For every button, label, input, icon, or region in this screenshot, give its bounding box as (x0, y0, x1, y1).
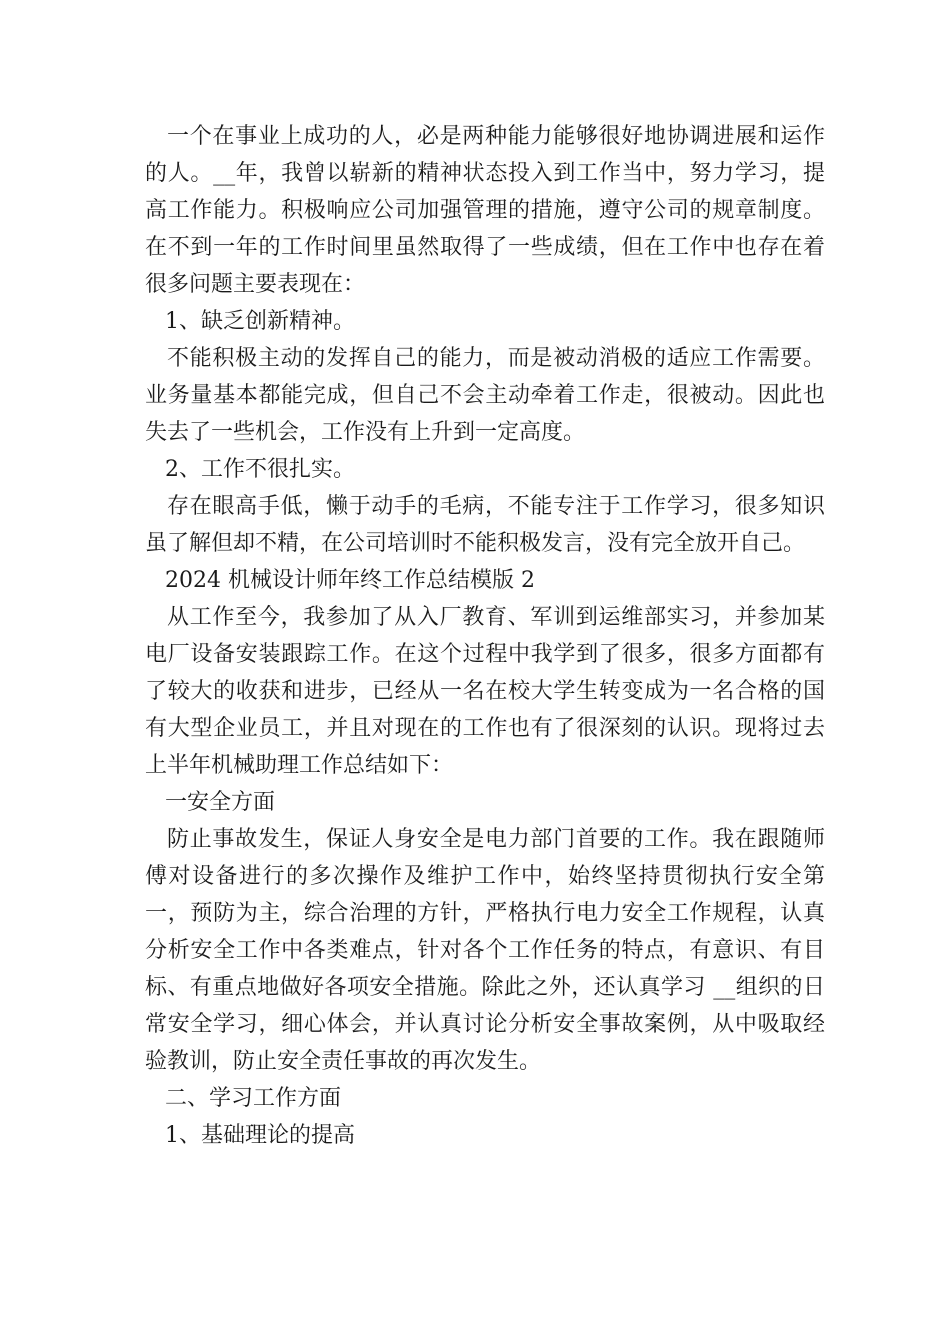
paragraph-safety: 防止事故发生，保证人身安全是电力部门首要的工作。我在跟随师傅对设备进行的多次操作及维护工作中，始终坚持贯彻执行安全第一，预防为主，综合治理的方针，严格执行电力安全工作规程，认真分析安全工作中各类难点，针对各个工作任务的特点，有意识、有目标、有重点地做好各项安全措施。除此之外，还认真学习 __组织的日常安全学习，细心体会，并认真讨论分析安全事故案例，从中吸取经验教训，防止安全责任事故的再次发生。 (145, 827, 825, 1074)
heading-basic-theory: 1、基础理论的提高 (165, 1123, 355, 1148)
heading-safety: 一安全方面 (165, 790, 276, 815)
heading-lack-innovation: 1、缺乏创新精神。 (165, 309, 355, 334)
paragraph-intro: 一个在事业上成功的人，必是两种能力能够很好地协调进展和运作的人。__年，我曾以崭新的精神状态投入到工作当中，努力学习，提高工作能力。积极响应公司加强管理的措施，遵守公司的规章制度。在不到一年的工作时间里虽然取得了一些成绩，但在工作中也存在着很多问题主要表现在： (145, 124, 825, 297)
heading-study-work: 二、学习工作方面 (165, 1086, 342, 1111)
paragraph-high-aims: 存在眼高手低，懒于动手的毛病，不能专注于工作学习，很多知识虽了解但却不精，在公司培训时不能积极发言，没有完全放开自己。 (145, 494, 825, 556)
section-title: 2024 机械设计师年终工作总结模版 2 (165, 568, 535, 593)
paragraph-passive-work: 不能积极主动的发挥自己的能力，而是被动消极的适应工作需要。业务量基本都能完成，但自己不会主动牵着工作走，很被动。因此也失去了一些机会，工作没有上升到一定高度。 (145, 346, 825, 445)
paragraph-since-joining: 从工作至今，我参加了从入厂教育、军训到运维部实习，并参加某电厂设备安装跟踪工作。在这个过程中我学到了很多，很多方面都有了较大的收获和进步，已经从一名在校大学生转变成为一名合格的国有大型企业员工，并且对现在的工作也有了很深刻的认识。现将过去上半年机械助理工作总结如下： (145, 605, 825, 778)
heading-not-solid: 2、工作不很扎实。 (165, 457, 355, 482)
document-body (145, 118, 825, 1154)
